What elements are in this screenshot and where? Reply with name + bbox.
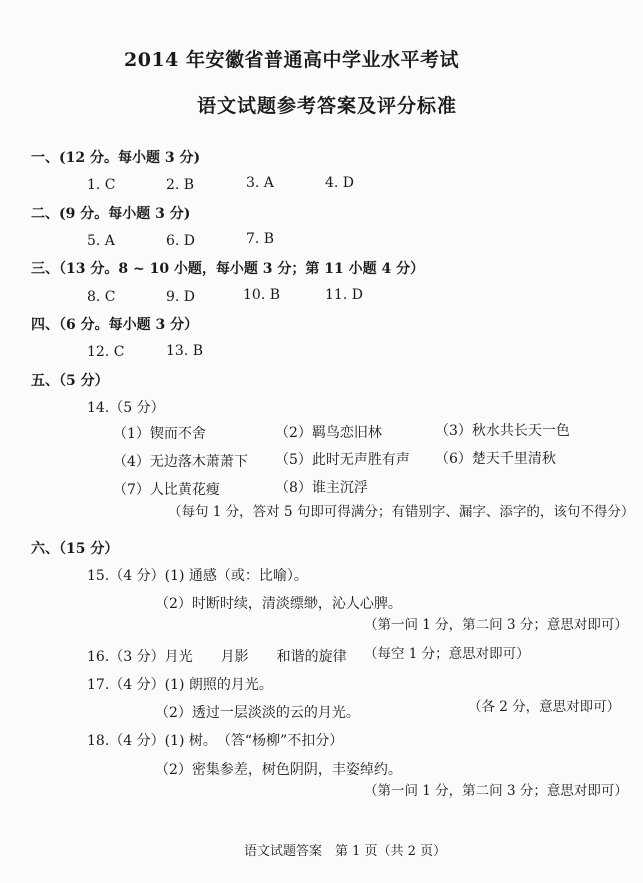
recite-item-7: （7）人比黄花瘦 — [113, 482, 220, 498]
scoring-note-16: （每空 1 分；意思对即可） — [364, 646, 530, 662]
scoring-note-18: （第一问 1 分，第二问 3 分；意思对即可） — [364, 783, 628, 799]
document-subtitle: 语文试题参考答案及评分标准 — [197, 95, 458, 117]
section-heading-6: 六、（15 分） — [31, 541, 119, 557]
section-heading-5: 五、（5 分） — [31, 373, 109, 389]
recite-item-4: （4）无边落木萧萧下 — [113, 454, 248, 470]
document-title: 2014 年安徽省普通高中学业水平考试 — [124, 49, 459, 71]
answer-3: 3. A — [246, 175, 274, 191]
answer-11: 11. D — [325, 287, 363, 303]
question-17-part-1: 17.（4 分）(1) 朗照的月光。 — [87, 677, 273, 693]
question-16: 16.（3 分）月光 月影 和谐的旋律 — [87, 649, 347, 665]
section-heading-1: 一、(12 分。每小题 3 分) — [31, 150, 201, 166]
question-15-part-1: 15.（4 分）(1) 通感（或：比喻）。 — [87, 568, 308, 584]
section-heading-4: 四、（6 分。每小题 3 分） — [31, 317, 199, 333]
answer-6: 6. D — [166, 233, 196, 249]
answer-13: 13. B — [166, 343, 204, 359]
scoring-note-15: （第一问 1 分，第二问 3 分；意思对即可） — [364, 617, 628, 633]
section-heading-3: 三、（13 分。8 ~ 10 小题，每小题 3 分；第 11 小题 4 分） — [31, 261, 425, 277]
recite-item-1: （1）锲而不舍 — [113, 426, 206, 442]
recite-item-3: （3）秋水共长天一色 — [435, 423, 570, 439]
answer-2: 2. B — [166, 177, 195, 193]
answer-8: 8. C — [87, 289, 116, 305]
answer-12: 12. C — [87, 344, 125, 360]
recite-item-6: （6）楚天千里清秋 — [435, 451, 556, 467]
question-15-part-2: （2）时断时续，清淡缥缈，沁人心脾。 — [155, 596, 402, 612]
answer-7: 7. B — [246, 231, 275, 247]
recite-item-2: （2）羁鸟恋旧林 — [275, 425, 382, 441]
answer-4: 4. D — [325, 175, 355, 191]
page-footer: 语文试题答案 第 1 页（共 2 页） — [244, 844, 447, 859]
question-18-part-2: （2）密集参差，树色阴阴，丰姿绰约。 — [155, 762, 402, 778]
scoring-note-17: （各 2 分，意思对即可） — [468, 699, 621, 715]
answer-5: 5. A — [87, 233, 115, 249]
section-heading-2: 二、(9 分。每小题 3 分) — [31, 206, 191, 222]
scoring-note-14: （每句 1 分，答对 5 句即可得满分；有错别字、漏字、添字的，该句不得分） — [168, 504, 635, 520]
recite-item-5: （5）此时无声胜有声 — [275, 452, 410, 468]
recite-item-8: （8）谁主沉浮 — [275, 480, 368, 496]
answer-9: 9. D — [166, 289, 196, 305]
question-14: 14.（5 分） — [87, 400, 165, 416]
question-18-part-1: 18.（4 分）(1) 树。 （答“杨柳”不扣分） — [87, 733, 344, 749]
answer-1: 1. C — [87, 177, 116, 193]
answer-10: 10. B — [243, 287, 281, 303]
question-17-part-2: （2）透过一层淡淡的云的月光。 — [155, 705, 360, 721]
